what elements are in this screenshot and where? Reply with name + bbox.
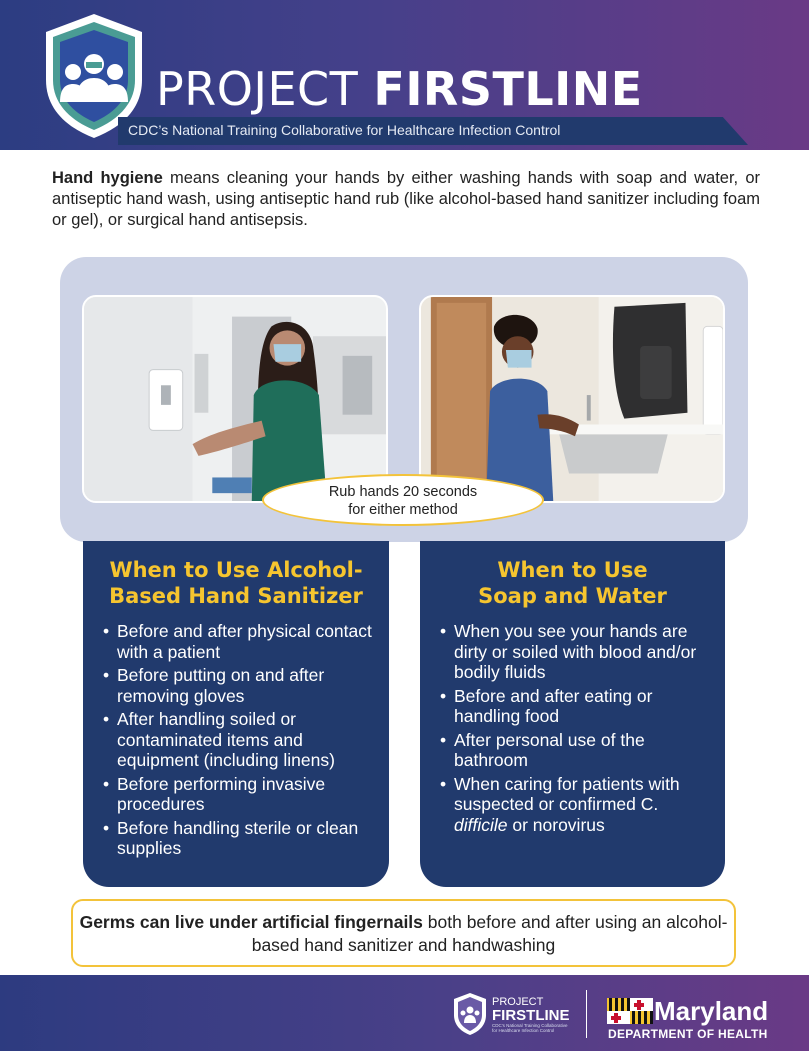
footer-pf-line-1: PROJECT [492,996,544,1008]
sanitizer-list [103,621,375,859]
intro-bold-lead: Hand hygiene [52,169,163,187]
intro-text: means cleaning your hands by either washing hands with soap and water, or antiseptic hand wash, using antiseptic hand rub (like alcohol-based hand sanitizer including foam or gel), or surgical hand antisepsis. [52,169,760,229]
germs-note-bold: Germs can live under artificial fingernails [79,912,423,932]
brand-title: PROJECT FIRSTLINE [156,62,643,116]
last-item-italic: difficile [454,814,508,835]
soap-card-title [420,557,725,609]
intro-paragraph [52,168,760,231]
maryland-flag-icon [607,998,653,1024]
soap-title-line-1: When to Use [497,558,648,582]
list-item: • Before and after physical contact with a patient [103,621,375,662]
callout-line-1: Rub hands 20 seconds [328,484,478,500]
list-item [440,774,712,836]
photo-handwashing [419,295,725,503]
sanitizer-card [83,541,389,887]
soap-card [420,541,725,887]
sanitizer-title-line-1: When to Use Alcohol- [109,558,363,582]
callout-line-2: for either method [348,502,458,518]
list-item: • After personal use of the bathroom [440,730,712,771]
maryland-department: DEPARTMENT OF HEALTH [608,1027,768,1041]
last-item-text: When caring for patients with suspected or confirmed C. [454,773,680,814]
header-subtitle: CDC’s National Training Collaborative for Healthcare Infection Control [128,122,561,138]
last-item-end: or norovirus [507,814,605,835]
list-item: • Before putting on and after removing gloves [103,665,375,706]
list-item: • Before handling sterile or clean supplies [103,818,375,859]
footer-divider [586,990,587,1038]
germs-note [71,899,736,967]
footer-pf-small: CDC’s National Training Collaborative for Healthcare Infection Control [492,1023,568,1033]
list-item: • Before and after eating or handling food [440,686,712,727]
footer-project-firstline [492,996,572,1033]
photo-hand-sanitizer [82,295,388,503]
soap-title-line-2: Soap and Water [478,584,667,608]
sanitizer-card-title [83,557,389,609]
list-item: • When you see your hands are dirty or soiled with blood and/or bodily fluids [440,621,712,683]
footer-pf-line-2: FIRSTLINE [492,1007,570,1024]
soap-list [440,621,712,835]
sanitizer-title-line-2: Based Hand Sanitizer [109,584,363,608]
maryland-name: Maryland [654,996,769,1026]
germs-note-text: both before and after using an alcohol-based hand sanitizer and handwashing [251,912,728,955]
list-item: • After handling soiled or contaminated items and equipment (including linens) [103,709,375,771]
list-item: • Before performing invasive procedures [103,774,375,815]
rub-hands-callout [262,474,544,526]
footer-shield-icon [452,992,488,1036]
